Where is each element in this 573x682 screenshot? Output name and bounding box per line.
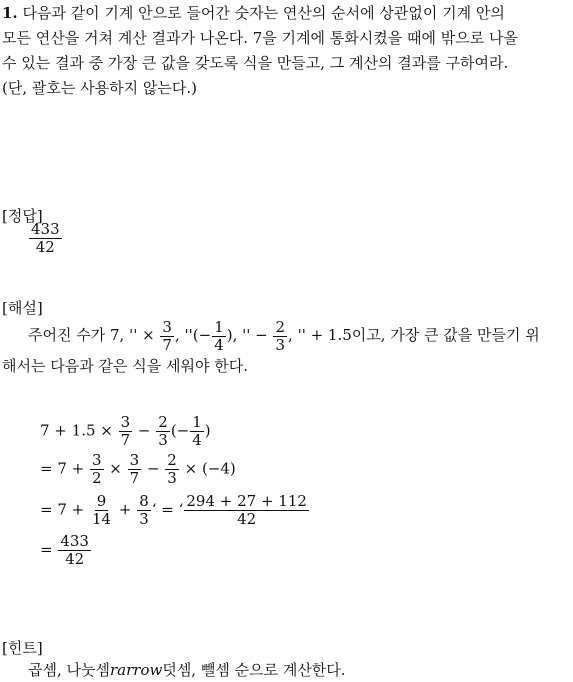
problem-line-2: 모든 연산을 거쳐 계산 결과가 나온다. 7을 기계에 통화시켰을 때에 밖으로 나올	[2, 29, 518, 47]
equation-line-3: = 7 + $\frac{9}{14}$ + $\frac{8}{3}$ ‘ = ‘ $\frac{294 + 27 + 112}{42}$	[40, 492, 307, 528]
explanation-line-1: 주어진 수가 7, '' × $\frac{3}{7}$ , ''(− $\frac{1}{4}$ ), '' − $\frac{2}{3}$ , '' + 1.5이고, 가장 큰 값을 만들기 위	[28, 317, 540, 354]
equation-line-2: = 7 + $\frac{3}{2}$ × $\frac{3}{7}$ − $\frac{2}{3}$ × (−4)	[40, 451, 236, 487]
hint-label: [힌트]	[2, 639, 43, 657]
explanation-line-2: 해서는 다음과 같은 식을 세워야 한다.	[2, 357, 248, 375]
hint-text: 곱셈, 나눗셈rarrow덧셈, 뺄셈 순으로 계산한다.	[28, 661, 346, 679]
answer-numerator: 433	[31, 220, 60, 238]
equation-line-4: = $\frac{433}{42}$	[40, 532, 89, 568]
answer-denominator: 42	[35, 238, 55, 256]
problem-line-3: 수 있는 결과 중 가장 큰 값을 갖도록 식을 만들고, 그 계산의 결과를 구하여라.	[2, 54, 509, 72]
equation-line-1: 7 + 1.5 × $\frac{3}{7}$ − $\frac{2}{3}$ (− $\frac{1}{4}$ )	[40, 413, 211, 449]
problem-text-1: 다음과 같이 기계 안으로 들어간 숫자는 연산의 순서에 상관없이 기계 안의	[17, 4, 505, 22]
problem-line-1	[2, 3, 505, 23]
problem-line-4: (단, 괄호는 사용하지 않는다.)	[2, 79, 197, 97]
answer-label: [정답]	[2, 207, 43, 225]
answer-fraction	[28, 222, 63, 255]
problem-number: 1.	[2, 4, 18, 22]
explanation-label: [해설]	[2, 299, 43, 317]
